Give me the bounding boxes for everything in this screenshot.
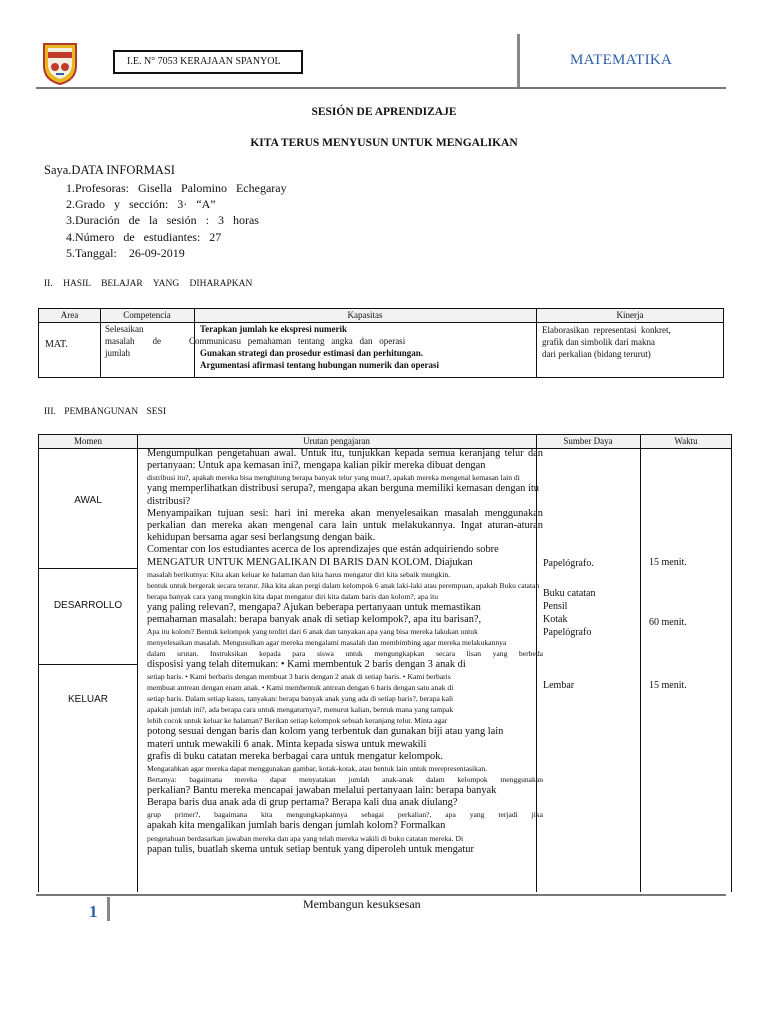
competencia-line: jumlah	[105, 348, 130, 358]
sequence-line: kehidupan bersama agar sesi berlangsung dengan baik.	[147, 532, 376, 544]
teaching-sequence-text	[147, 448, 543, 856]
resource-keluar: Lembar	[543, 680, 575, 691]
header-competencia: Competencia	[123, 310, 171, 320]
header-kinerja: Kinerja	[616, 310, 644, 320]
moment-desarrollo: DESARROLLO	[53, 600, 123, 611]
footer-divider	[107, 897, 110, 921]
info-heading: Saya.DATA INFORMASI	[44, 163, 175, 177]
session-title: SESIÓN DE APRENDIZAJE	[311, 106, 457, 118]
sequence-line: perkalian dan mereka akan mengenal cara lain untuk melakukannya. Ingat aturan-aturan	[147, 520, 543, 532]
info-item: 4.Número de estudiantes: 27	[66, 230, 222, 244]
sequence-line: bentuk untuk bergerak secara teratur. Jika kita akan pergi dalam kelompok 6 anak laki-laki atau perempuan, apakah Buku catatan	[147, 580, 540, 590]
kapasitas-line: Argumentasi afirmasi tentang hubungan numerik dan operasi	[200, 360, 440, 370]
sequence-line: pertanyaan: Untuk apa kemasan ini?, mengapa kalian pikir mereka dibuat dengan	[147, 460, 486, 472]
kinerja-line: grafik dan simbolik dari makna	[542, 337, 655, 347]
sequence-line: distribusi itu?, apakah mereka bisa menghitung berapa banyak telur yang muat?, apakah mereka mengenal kemasan lain di	[147, 473, 520, 483]
moment-keluar: KELUAR	[67, 694, 108, 705]
sequence-line: MENGATUR UNTUK MENGALIKAN DI BARIS DAN KOLOM. Diajukan	[147, 556, 473, 568]
sequence-line: grup primer?, bagaimana kita mengungkapkannya sebagai perkalian?, apa yang terjadi jika	[147, 810, 543, 820]
header-divider	[517, 34, 520, 88]
sequence-line: yang paling relevan?, mengapa? Ajukan beberapa pertanyaan untuk memastikan	[147, 601, 481, 613]
page-number: 1	[89, 902, 98, 921]
sequence-line: grafis di buku catatan mereka berbagai cara untuk mengatur kelompok.	[147, 750, 444, 762]
sequence-line: membuat antrean dengan enam anak. • Kami membentuk antrean dengan 6 baris dengan satu anak di	[147, 683, 454, 693]
sequence-line: potong sesuai dengan baris dan kolom yang terbentuk dan gunakan biji atau yang lain	[147, 726, 504, 738]
sequence-line: Berapa baris dua anak ada di grup pertama? Berapa kali dua anak diulang?	[147, 797, 458, 809]
info-item: 3.Duración de la sesión : 3 horas	[66, 213, 259, 227]
footer-rule	[36, 894, 726, 896]
header-area: Area	[60, 310, 79, 320]
sequence-line: apakah jumlah ini?, ada berapa cara untuk mengaturnya?, menurut kalian, bentuk mana yang tampak	[147, 705, 454, 715]
kinerja-line: dari perkalian (bidang terurut)	[542, 349, 651, 359]
header-momen: Momen	[74, 436, 102, 446]
kinerja-line: Elaborasikan representasi konkret,	[542, 325, 671, 335]
sequence-line: yang memperlihatkan distribusi serupa?, mengapa akan berguna memiliki kemasan dengan itu	[147, 483, 539, 495]
time-keluar: 15 menit.	[649, 680, 687, 691]
info-item: 5.Tanggal: 26-09-2019	[66, 246, 185, 260]
sequence-line: setiap baris. • Kami berbaris dengan membuat 3 baris dengan 2 anak di setiap baris. • Kami berbaris	[147, 672, 451, 682]
sequence-line: dalam urutan. Instruksikan kepada para siswa untuk mengungkapkan secara lisan yang berbeda	[147, 649, 543, 659]
school-name-box: I.E. N° 7053 KERAJAAN SPANYOL	[113, 50, 303, 74]
sequence-line: Mengarahkan agar mereka dapat menggunakan gambar, kotak-kotak, atau bentuk lain untuk merepresentasikan.	[147, 764, 488, 774]
sequence-line: Bertanya: bagaimana mereka dapat menyatakan jumlah anak-anak dalam kelompok menggunakan	[147, 775, 543, 785]
sequence-line: disposisi yang telah ditemukan: • Kami membentuk 2 baris dengan 3 anak di	[147, 659, 466, 671]
sequence-line: Comentar con los estudiantes acerca de los aprendizajes que están adquiriendo sobre	[147, 544, 499, 556]
area-cell: MAT.	[45, 339, 68, 350]
moment-awal: AWAL	[74, 495, 102, 506]
sequence-line: Mengumpulkan pengetahuan awal. Untuk itu, tunjukkan kepada semua keranjang telur dan	[147, 448, 543, 459]
resource-desarrollo: Buku catatan Pensil Kotak Papelógrafo	[543, 588, 596, 638]
info-item: 1.Profesoras: Gisella Palomino Echegaray	[66, 181, 287, 195]
resource-awal: Papelógrafo.	[543, 558, 594, 569]
learning-outcomes-table	[38, 308, 724, 378]
kapasitas-line: Terapkan jumlah ke ekspresi numerik	[200, 324, 348, 334]
time-awal: 15 menit.	[649, 557, 687, 568]
session-development-table	[38, 434, 732, 892]
sequence-line: apakah kita mengalikan jumlah baris dengan jumlah kolom? Formalkan	[147, 820, 446, 832]
section-2-title: II. HASIL BELAJAR YANG DIHARAPKAN	[44, 279, 253, 289]
competencia-line: masalah de	[105, 336, 161, 346]
sequence-line: materi untuk mewakili 6 anak. Minta kepada siswa untuk mewakili	[147, 738, 427, 750]
sequence-line: pemahaman masalah: berapa banyak anak di setiap kelompok?, apa itu barisan?,	[147, 614, 482, 626]
sequence-line: setiap baris. Dalam setiap kasus, tanyakan: berapa banyak anak yang ada di setiap baris?, berapa kali	[147, 694, 454, 704]
topic-title: KITA TERUS MENYUSUN UNTUK MENGALIKAN	[250, 137, 518, 149]
sequence-line: perkalian? Bantu mereka mencapai jawaban melalui pertanyaan lain: berapa banyak	[147, 785, 497, 797]
sequence-line: pengetahuan berdasarkan jawaban mereka dan apa yang telah mereka wakili di buku catatan mereka. Di	[147, 833, 464, 843]
header-sumber: Sumber Daya	[563, 436, 613, 446]
sequence-line: menyelesaikan masalah. Mengusulkan agar mereka mengalami masalah dan membimbing agar mereka melakukannya	[147, 638, 507, 648]
competencia-line: Selesaikan	[105, 324, 144, 334]
kapasitas-line: Gunakan strategi dan prosedur estimasi dan perhitungan.	[200, 348, 423, 358]
sequence-line: Menyampaikan tujuan sesi: hari ini mereka akan menyelesaikan masalah menggunakan	[147, 507, 543, 519]
footer-text: Membangun kesuksesan	[303, 897, 421, 911]
subject-title: MATEMATIKA	[570, 52, 673, 68]
sequence-line: masalah berikutnya: Kita akan keluar ke halaman dan kita harus mengatur diri kita sebaik mungkin.	[147, 569, 451, 579]
sequence-line: papan tulis, buatlah skema untuk setiap bentuk yang diperoleh untuk mengatur	[147, 843, 474, 855]
section-3-title: III. PEMBANGUNAN SESI	[44, 407, 167, 417]
header-kapasitas: Kapasitas	[347, 310, 383, 320]
sequence-line: lebih cocok untuk keluar ke halaman? Berikan setiap kelompok sebuah keranjang telur. Minta agar	[147, 716, 448, 726]
header-urutan: Urutan pengajaran	[303, 436, 370, 446]
header-waktu: Waktu	[674, 436, 698, 446]
header-rule	[36, 87, 726, 89]
time-desarrollo: 60 menit.	[649, 617, 687, 628]
school-crest-logo	[36, 38, 84, 86]
sequence-line: Apa itu kolom? Bentuk kelompok yang terdiri dari 6 anak dan tanyakan apa yang bisa mereka lakukan untuk	[147, 627, 478, 637]
sequence-line: distribusi?	[147, 495, 191, 507]
sequence-line: berapa banyak cara yang mungkin kita dapat mengatur diri kita dalam baris dan kolom?, apa itu	[147, 591, 438, 601]
info-item: 2.Grado y sección: 3· “A”	[66, 197, 216, 211]
kapasitas-line: Communicasu pemahaman tentang angka dan operasi	[189, 336, 406, 346]
